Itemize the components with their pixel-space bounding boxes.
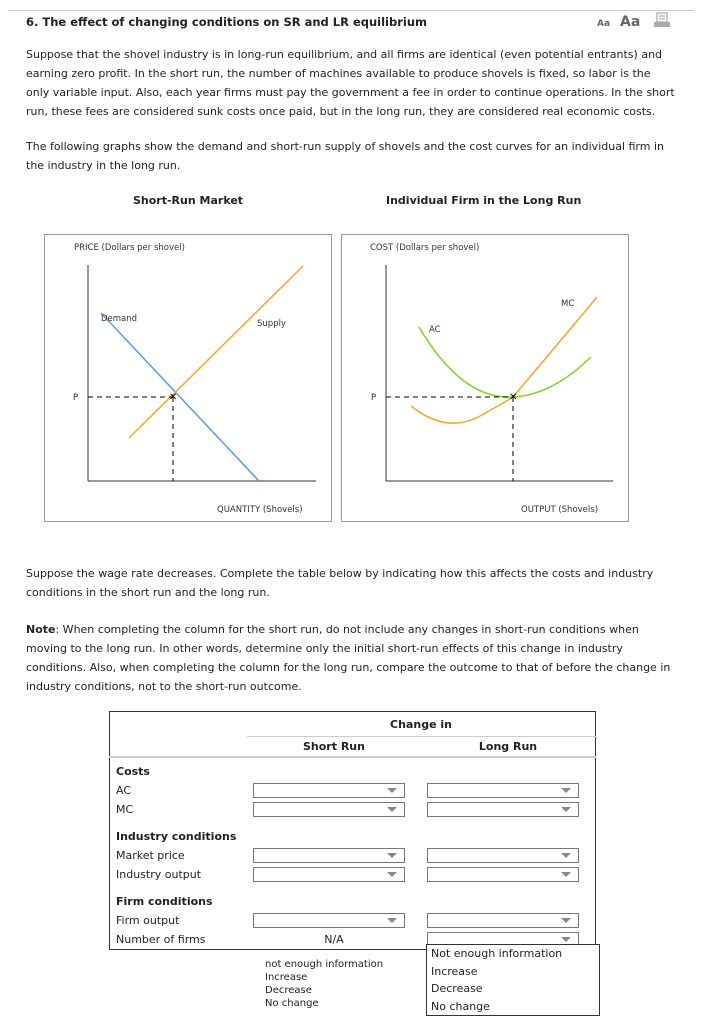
price-tick-label: P	[371, 393, 377, 403]
option-no-change[interactable]: No change	[265, 998, 319, 1009]
ac-long-run-select[interactable]	[427, 783, 579, 798]
note-text	[26, 620, 676, 696]
equilibrium-marker: ✕	[169, 392, 178, 403]
market-chart	[44, 234, 332, 522]
mc-short-run-select[interactable]	[253, 802, 405, 817]
y-axis-label: PRICE (Dollars per shovel)	[74, 243, 185, 253]
section-firm: Firm conditions	[116, 895, 213, 908]
market-chart-svg	[45, 235, 331, 521]
option-increase[interactable]: Increase	[265, 972, 308, 983]
print-icon[interactable]	[654, 12, 670, 28]
row-label-ac: AC	[116, 784, 132, 797]
mc-label: MC	[561, 299, 575, 309]
change-in-header: Change in	[247, 712, 596, 737]
question-title: 6. The effect of changing conditions on SR and LR equilibrium	[26, 15, 428, 29]
intro-text: Suppose that the shovel industry is in long-run equilibrium, and all firms are identical (even potential entrants) and earning zero profit. In the short run, the number of machines available to produce shovels is fixed, so labor is the only variable input. Also, each year firms must pay the government a fee in order to continue operations. In the short run, these fees are considered sunk costs once paid, but in the long run, they are considered real economic costs.	[26, 48, 675, 118]
firm-output-long-run-select[interactable]	[427, 913, 579, 928]
firm-output-short-run-select[interactable]	[253, 913, 405, 928]
note-label: Note	[26, 623, 56, 636]
dropdown-option-not-enough-info[interactable]: Not enough information	[431, 947, 563, 960]
row-label-mc: MC	[116, 803, 134, 816]
font-smaller-button[interactable]: Aa	[597, 19, 611, 29]
font-larger-button[interactable]: Aa	[620, 14, 641, 30]
dropdown-option-decrease[interactable]: Decrease	[431, 982, 483, 995]
dropdown-option-no-change[interactable]: No change	[431, 999, 490, 1013]
row-label-industry-output: Industry output	[116, 868, 202, 881]
short-run-options-list	[265, 958, 383, 1010]
option-decrease[interactable]: Decrease	[265, 985, 312, 996]
firm-chart-svg	[342, 235, 628, 521]
option-not-enough-info[interactable]: not enough information	[265, 959, 384, 970]
supply-label: Supply	[257, 319, 286, 329]
ac-curve	[419, 327, 591, 397]
supply-curve	[129, 266, 303, 438]
section-costs: Costs	[116, 765, 150, 778]
mc-curve	[411, 297, 597, 423]
section-industry: Industry conditions	[116, 830, 237, 843]
number-of-firms-short-run-na: N/A	[324, 933, 344, 946]
market-price-long-run-select[interactable]	[427, 848, 579, 863]
firm-chart	[341, 234, 629, 522]
x-axis-label: QUANTITY (Shovels)	[217, 505, 303, 515]
number-of-firms-dropdown-menu	[426, 944, 600, 1016]
chart-title-firm: Individual Firm in the Long Run	[386, 194, 582, 207]
change-table	[109, 711, 596, 950]
row-label-market-price: Market price	[116, 849, 185, 862]
graphs-intro-text: The following graphs show the demand and short-run supply of shovels and the cost curves for an individual firm in the industry in the long run.	[26, 140, 664, 172]
industry-output-short-run-select[interactable]	[253, 867, 405, 882]
market-price-short-run-select[interactable]	[253, 848, 405, 863]
industry-output-long-run-select[interactable]	[427, 867, 579, 882]
price-tick-label: P	[73, 393, 79, 403]
demand-label: Demand	[101, 314, 138, 324]
short-run-header: Short Run	[303, 740, 365, 753]
chart-title-market: Short-Run Market	[133, 194, 244, 207]
equilibrium-marker: ✕	[509, 392, 518, 403]
row-label-firm-output: Firm output	[116, 914, 180, 927]
y-axis-label: COST (Dollars per shovel)	[370, 243, 480, 253]
dropdown-option-increase[interactable]: Increase	[431, 964, 478, 978]
row-label-number-of-firms: Number of firms	[116, 933, 206, 946]
x-axis-label: OUTPUT (Shovels)	[521, 505, 599, 515]
instruction-text: Suppose the wage rate decreases. Complete the table below by indicating how this affects the costs and industry conditions in the short run and the long run.	[26, 567, 654, 599]
note-body: : When completing the column for the short run, do not include any changes in short-run conditions when moving to the long run. In other words, determine only the initial short-run effects of this change in industry conditions. Also, when completing the column for the long run, compare the outcome to that of before the change in industry conditions, not to the short-run outcome.	[26, 623, 671, 693]
long-run-header: Long Run	[478, 740, 538, 753]
ac-label: AC	[429, 325, 441, 335]
ac-short-run-select[interactable]	[253, 783, 405, 798]
mc-long-run-select[interactable]	[427, 802, 579, 817]
